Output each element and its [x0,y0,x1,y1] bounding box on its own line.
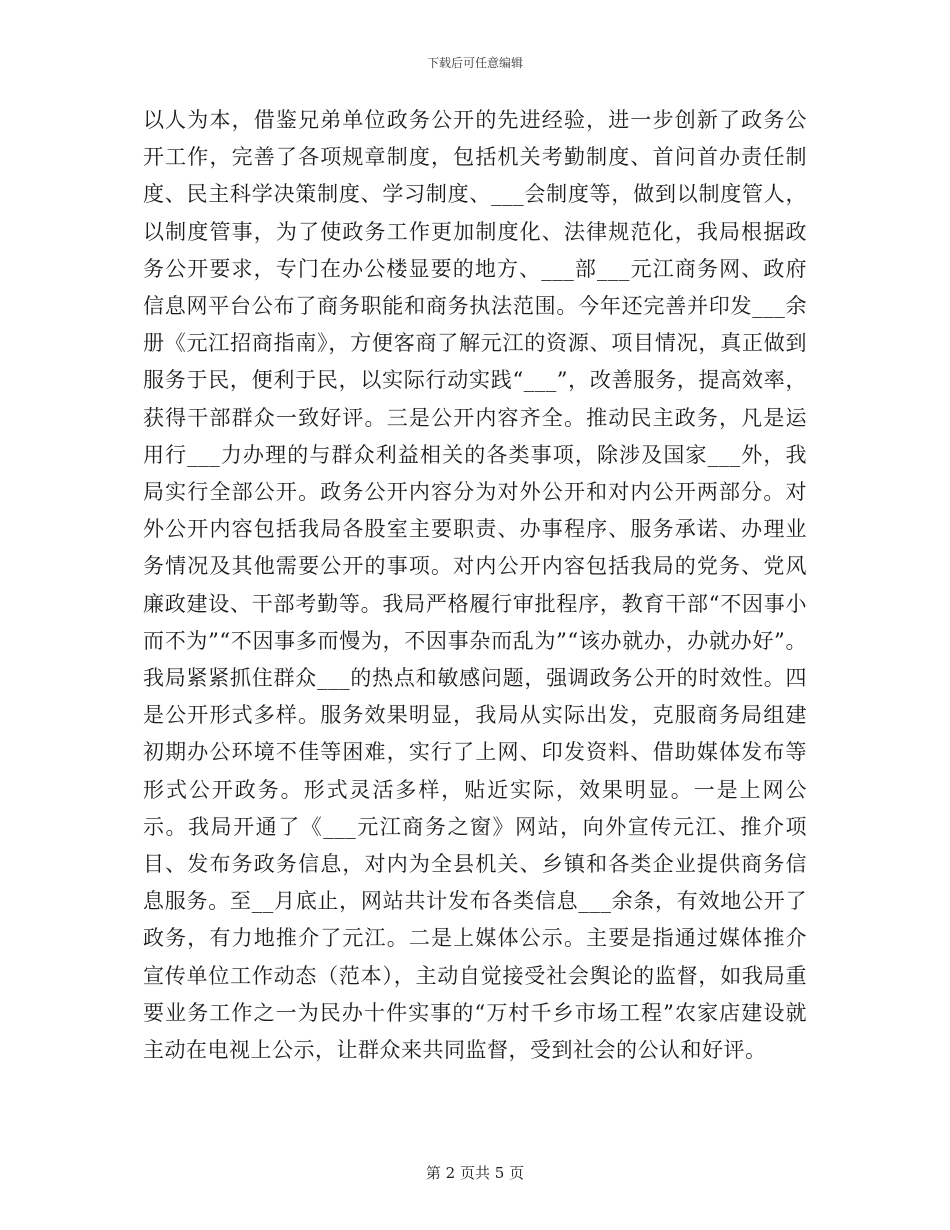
page-footer: 第 2 页共 5 页 [425,1164,525,1182]
page-header: 下载后可任意编辑 [426,56,523,70]
body-paragraph: 以人为本，借鉴兄弟单位政务公开的先进经验，进一步创新了政务公开工作，完善了各项规章制度，包括机关考勤制度、首问首办责任制度、民主科学决策制度、学习制度、___会制度等，做到以制度管人，以制度管事，为了使政务工作更加制度化、法律规范化，我局根据政务公开要求，专门在办公楼显要的地方、___部___元江商务网、政府信息网平台公布了商务职能和商务执法范围。今年还完善并印发___余册《元江招商指南》，方便客商了解元江的资源、项目情况，真正做到服务于民，便利于民，以实际行动实践“___”，改善服务，提高效率，获得干部群众一致好评。三是公开内容齐全。推动民主政务，凡是运用行___力办理的与群众利益相关的各类事项，除涉及国家___外，我局实行全部公开。政务公开内容分为对外公开和对内公开两部分。对外公开内容包括我局各股室主要职责、办事程序、服务承诺、办理业务情况及其他需要公开的事项。对内公开内容包括我局的党务、党风廉政建设、干部考勤等。我局严格履行审批程序，教育干部“不因事小而不为”“不因事多而慢为，不因事杂而乱为”“该办就办，办就办好”。我局紧紧抓住群众___的热点和敏感问题，强调政务公开的时效性。四是公开形式多样。服务效果明显，我局从实际出发，克服商务局组建初期办公环境不佳等困难，实行了上网、印发资料、借助媒体发布等形式公开政务。形式灵活多样，贴近实际，效果明显。一是上网公示。我局开通了《___元江商务之窗》网站，向外宣传元江、推介项目、发布务政务信息，对内为全县机关、乡镇和各类企业提供商务信息服务。至__月底止，网站共计发布各类信息___余条，有效地公开了政务，有力地推介了元江。二是上媒体公示。主要是指通过媒体推介宣传单位工作动态（范本），主动自觉接受社会舆论的监督，如我局重要业务工作之一为民办十件实事的“万村千乡市场工程”农家店建设就主动在电视上公示，让群众来共同监督，受到社会的公认和好评。 [143,108,807,1063]
